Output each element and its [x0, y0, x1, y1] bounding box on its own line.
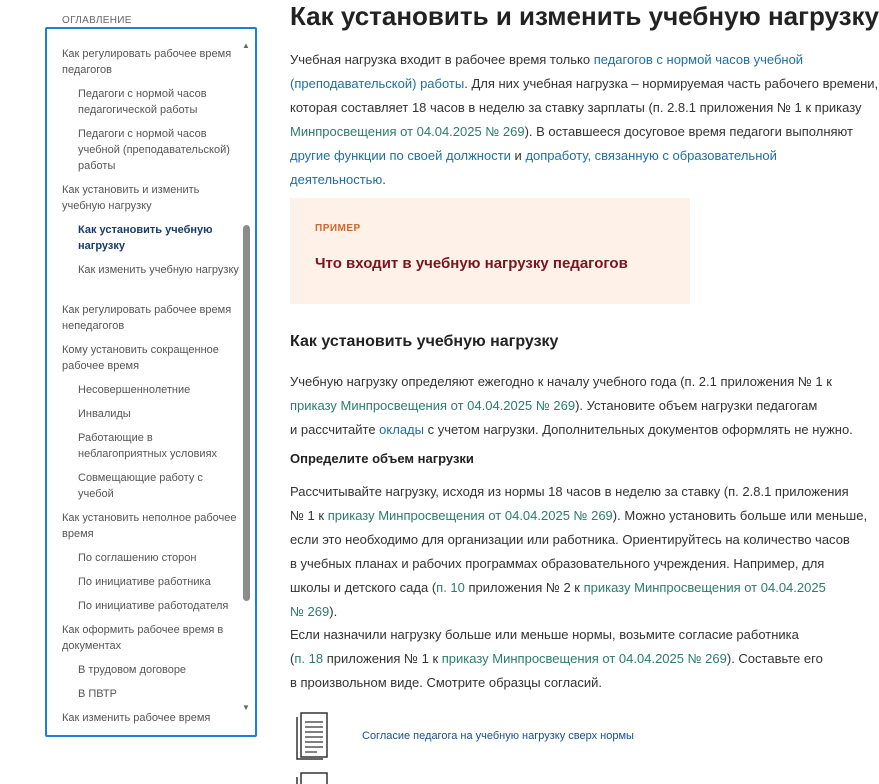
link[interactable]: (преподавательской) работы: [290, 76, 465, 91]
toc-item[interactable]: Как установить и изменить учебную нагрузку: [62, 184, 200, 212]
text: ). Можно установить больше или меньше,: [612, 508, 868, 523]
text: ). Составьте его: [726, 651, 823, 666]
intro-paragraph: [290, 48, 879, 192]
document-sample-link[interactable]: [290, 712, 670, 760]
toc-item[interactable]: По инициативе работника: [78, 576, 211, 588]
text: и: [510, 148, 526, 163]
toc-item[interactable]: Как установить неполное рабочее время: [62, 512, 237, 540]
toc-item[interactable]: Несовершеннолетние: [78, 384, 191, 396]
text: школы и детского сада (: [290, 580, 437, 595]
triangle-down-icon[interactable]: ▼: [242, 703, 250, 712]
link[interactable]: педагогов с нормой часов учебной: [593, 52, 804, 67]
text: с учетом нагрузки. Дополнительных документов оформлять не нужно.: [423, 422, 853, 437]
link[interactable]: приказу Минпросвещения от 04.04.2025 № 269: [441, 651, 727, 666]
document-link[interactable]: Согласие педагога на учебную нагрузку сверх нормы: [362, 730, 634, 742]
example-link[interactable]: Что входит в учебную нагрузку педагогов: [315, 255, 628, 272]
toc-scrollbar[interactable]: [243, 225, 250, 601]
text: Рассчитывайте нагрузку, исходя из нормы 18 часов в неделю за ставку (п. 2.8.1 приложения: [290, 484, 849, 499]
link[interactable]: другие функции по своей должности: [290, 148, 511, 163]
table-of-contents: [45, 27, 257, 737]
example-label: ПРИМЕР: [315, 223, 361, 234]
toc-item[interactable]: Как регулировать рабочее время непедагогов: [62, 304, 232, 332]
link[interactable]: приказу Минпросвещения от 04.04.2025 № 269: [290, 398, 576, 413]
document-icon: [295, 712, 329, 760]
toc-item[interactable]: Работающие в неблагоприятных условиях: [78, 432, 218, 460]
toc-item[interactable]: Инвалиды: [78, 408, 131, 420]
text: ). Установите объем нагрузки педагогам: [575, 398, 818, 413]
toc-item[interactable]: Как изменить рабочее время: [62, 712, 211, 724]
text: . Для них учебная нагрузка – нормируемая часть рабочего времени,: [464, 76, 879, 91]
toc-item-active[interactable]: Как установить учебную нагрузку: [78, 224, 213, 252]
text: .: [382, 172, 386, 187]
text: Учебную нагрузку определяют ежегодно к началу учебного года (п. 2.1 приложения № 1 к: [290, 374, 832, 389]
text: № 1 к: [290, 508, 328, 523]
link[interactable]: № 269: [290, 604, 330, 619]
toc-item[interactable]: Как оформить рабочее время в документах: [62, 624, 224, 652]
toc-item[interactable]: Как регулировать рабочее время педагогов: [62, 48, 232, 76]
toc-item[interactable]: Кому установить сокращенное рабочее время: [62, 344, 219, 372]
text: (: [290, 651, 295, 666]
triangle-up-icon[interactable]: ▲: [242, 41, 250, 50]
toc-item[interactable]: В трудовом договоре: [78, 664, 187, 676]
link[interactable]: деятельностью: [290, 172, 383, 187]
toc-item[interactable]: По инициативе работодателя: [78, 600, 229, 612]
paragraph: [290, 370, 853, 442]
link[interactable]: Минпросвещения от 04.04.2025 № 269: [290, 124, 525, 139]
link[interactable]: приказу Минпросвещения от 04.04.2025: [583, 580, 826, 595]
text: Если назначили нагрузку больше или меньше нормы, возьмите согласие работника: [290, 627, 799, 642]
paragraph: [290, 623, 850, 695]
text: в произвольном виде. Смотрите образцы согласий.: [290, 675, 602, 690]
text: в учебных планах и рабочих программах образовательного учреждения. Например, для: [290, 556, 825, 571]
subsection-title: Определите объем нагрузки: [290, 451, 474, 466]
page-title: Как установить и изменить учебную нагрузку: [290, 1, 879, 31]
link[interactable]: п. 10: [436, 580, 465, 595]
toc-item[interactable]: Совмещающие работу с учебой: [78, 472, 203, 500]
text: которая составляет 18 часов в неделю за ставку зарплаты (п. 2.8.1 приложения № 1 к приказу: [290, 100, 862, 115]
toc-item[interactable]: Педагоги с нормой часов педагогической работы: [78, 88, 207, 116]
text: и рассчитайте: [290, 422, 380, 437]
text: ). В оставшееся досуговое время педагоги выполняют: [524, 124, 853, 139]
toc-item[interactable]: В ПВТР: [78, 688, 117, 700]
toc-item[interactable]: Педагоги с нормой часов учебной (преподавательской) работы: [78, 128, 230, 172]
toc-heading: ОГЛАВЛЕНИЕ: [62, 15, 132, 26]
toc-item[interactable]: Как изменить учебную нагрузку: [78, 264, 239, 276]
text: приложения № 1 к: [323, 651, 442, 666]
document-icon: [295, 772, 329, 784]
toc-item[interactable]: По соглашению сторон: [78, 552, 197, 564]
text: Учебная нагрузка входит в рабочее время только: [290, 52, 594, 67]
text: если это необходимо для организации или работника. Ориентируйтесь на количество часов: [290, 532, 850, 547]
text: приложения № 2 к: [464, 580, 584, 595]
text: ).: [329, 604, 338, 619]
paragraph: [290, 480, 868, 624]
example-box: [290, 198, 690, 304]
link[interactable]: приказу Минпросвещения от 04.04.2025 № 269: [327, 508, 613, 523]
link[interactable]: оклады: [379, 422, 424, 437]
link[interactable]: п. 18: [294, 651, 324, 666]
link[interactable]: допработу, связанную с образовательной: [525, 148, 777, 163]
article: [290, 0, 879, 782]
section-title: Как установить учебную нагрузку: [290, 333, 559, 350]
